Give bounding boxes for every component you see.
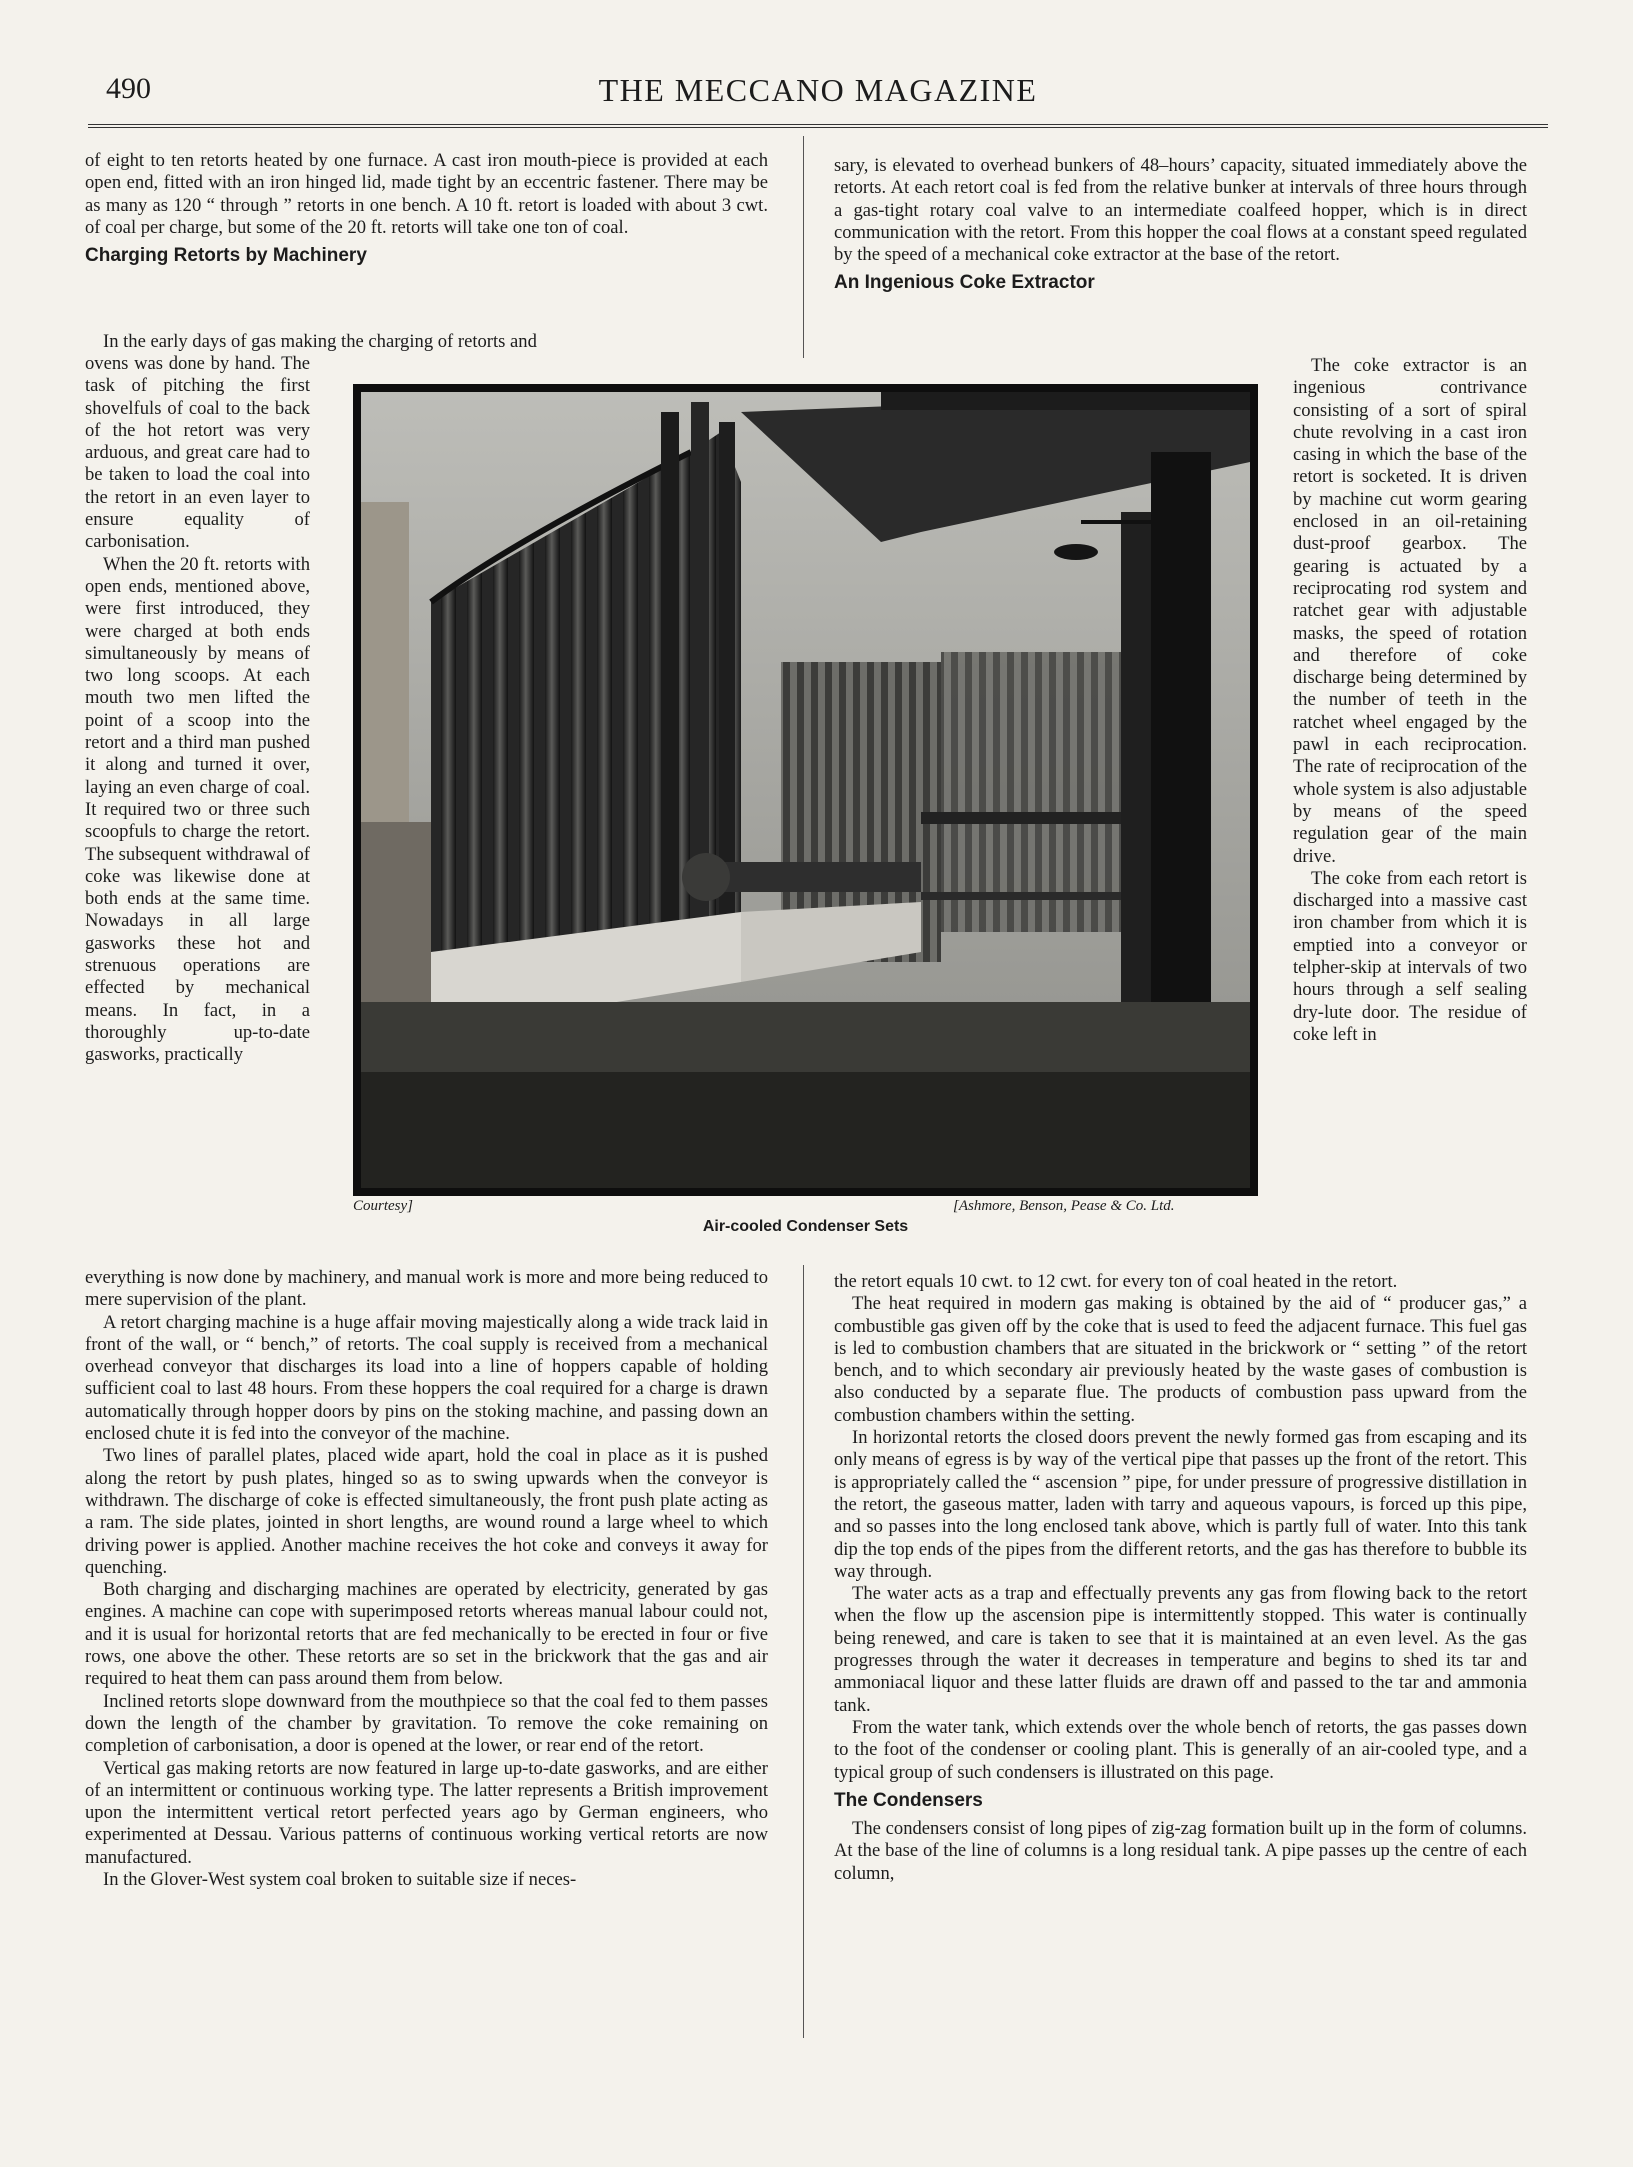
paragraph: Two lines of parallel plates, placed wide apart, hold the coal in place as it is pushed along the retort by push plates, hinged so as to swing upwards when the conveyor is withdrawn. The discharge of coke is effected simultaneously, the front push plate acting as a ram. The side plates, jointed in short lengths, are wound round a large wheel to which driving power is applied. Another machine receives the hot coke and conveys it away for quenching. — [85, 1445, 768, 1578]
section-heading-condensers: The Condensers — [834, 1789, 983, 1811]
section-heading-charging-retorts: Charging Retorts by Machinery — [85, 245, 367, 267]
left-column-bottom — [85, 1267, 768, 1891]
paragraph: When the 20 ft. retorts with open ends, mentioned above, were first introduced, they were charged at both ends simultaneously by means of two long scoops. At each mouth two men lifted the point of a scoop into the retort and a third man pushed it along and turned it over, laying an even charge of coal. It required two or three such scoopfuls to charge the retort. The subsequent withdrawal of coke was likewise done at both ends at the same time. Nowadays in all large gasworks these hot and strenuous operations are effected by mechanical means. In fact, in a thoroughly up-to-date gasworks, practically — [85, 553, 310, 1066]
paragraph: Inclined retorts slope downward from the mouthpiece so that the coal fed to them passes down the length of the chamber by gravitation. To remove the coke remaining on completion of carbonisation, a door is opened at the lower, or rear end of the retort. — [85, 1690, 768, 1757]
left-column-top — [85, 150, 768, 273]
left-intro-line — [85, 331, 768, 353]
paragraph: From the water tank, which extends over the whole bench of retorts, the gas passes down to the foot of the condenser or cooling plant. This is generally of an air-cooled type, and a typical group of such condensers is illustrated on this page. — [834, 1716, 1527, 1783]
right-narrow-column — [1293, 355, 1527, 1046]
page-number: 490 — [106, 72, 151, 105]
paragraph: ovens was done by hand. The task of pitching the first shovelfuls of coal to the back of the hot retort was very arduous, and great care had to be taken to load the coal into the retort in an even layer to ensure equality of carbonisation. — [85, 353, 310, 553]
paragraph: In the Glover-West system coal broken to suitable size if neces- — [103, 1869, 577, 1891]
paragraph: In the early days of gas making the charging of retorts and — [103, 331, 537, 352]
paragraph: The water acts as a trap and effectually prevents any gas from flowing back to the retort when the flow up the ascension pipe is intermittently stopped. This water is continually being renewed, and care is taken to see that it is maintained at an even level. As the gas progresses through the water it decreases in temperature and begins to shed its tar and ammoniacal liquor and these latter fluids are drawn off and passed to the tar and ammonia tank. — [834, 1583, 1527, 1716]
paragraph: A retort charging machine is a huge affair moving majestically along a wide track laid in front of the wall, or “ bench,” of retorts. The coal supply is received from a mechanical overhead conveyor that discharges its load into a line of hoppers capable of holding sufficient coal to last 48 hours. From these hoppers the coal required for a charge is drawn automatically through hopper doors by pins on the stoking machine, and passing down an enclosed chute it is fed into the conveyor of the machine. — [85, 1311, 768, 1445]
column-divider-top — [803, 136, 804, 358]
paragraph: everything is now done by machinery, and manual work is more and more being reduced to mere supervision of the plant. — [85, 1267, 768, 1311]
photo-caption: Air-cooled Condenser Sets — [702, 1218, 909, 1235]
paragraph: of eight to ten retorts heated by one furnace. A cast iron mouth-piece is provided at each open end, fitted with an iron hinged lid, made tight by an eccentric fastener. There may be as many as 120 “ through ” retorts in one bench. A 10 ft. retort is loaded with about 3 cwt. of coal per charge, but some of the 20 ft. retorts will take one ton of coal. — [85, 150, 768, 238]
paragraph: the retort equals 10 cwt. to 12 cwt. for every ton of coal heated in the retort. — [834, 1271, 1398, 1292]
right-column-top — [834, 155, 1527, 301]
paragraph: In horizontal retorts the closed doors prevent the newly formed gas from escaping and its only means of egress is by way of the vertical pipe that passes up the front of the retort. This is appropriately called the “ ascension ” pipe, for under pressure of progressive distillation in the retort, the gaseous matter, laden with tarry and aqueous vapours, is forced up this pipe, and so passes into the long enclosed tank above, which is partly full of water. Into this tank dip the top ends of the pipes from the different retorts, and the gas has therefore to bubble its way through. — [834, 1427, 1527, 1582]
paragraph: The condensers consist of long pipes of zig-zag formation built up in the form of columns. At the base of the line of columns is a long residual tank. A pipe passes up the centre of each column, — [834, 1818, 1527, 1884]
left-narrow-column — [85, 353, 310, 1067]
header-rule — [88, 124, 1548, 128]
section-heading-coke-extractor: An Ingenious Coke Extractor — [834, 272, 1095, 294]
paragraph: The coke extractor is an ingenious contrivance consisting of a sort of spiral chute revolving in a cast iron casing in which the base of the retort is socketed. It is driven by machine cut worm gearing enclosed in an oil-retaining dust-proof gearbox. The gearing is actuated by a reciprocating rod system and ratchet gear with adjustable masks, the speed of rotation and therefore of coke discharge being determined by the number of teeth in the ratchet wheel engaged by the pawl in each reciprocation. The rate of reciprocation of the whole system is also adjustable by means of the speed regulation gear of the main drive. — [1293, 355, 1527, 867]
column-divider-bottom — [803, 1265, 804, 2038]
paragraph: The coke from each retort is discharged into a massive cast iron chamber from which it is emptied into a conveyor or telpher-skip at intervals of two hours through a self sealing dry-lute door. The residue of coke left in — [1293, 867, 1527, 1045]
page-header — [88, 72, 1548, 116]
photo-credit-right: [Ashmore, Benson, Pease & Co. Ltd. — [953, 1198, 1175, 1214]
photo-credit-left: Courtesy] — [353, 1198, 413, 1214]
paragraph: Both charging and discharging machines are operated by electricity, generated by gas engines. A machine can cope with superimposed retorts whereas manual labour could not, and it is usual for horizontal retorts that are fed mechanically to be erected in four or five rows, one above the other. These retorts are so set in the brickwork that the gas and air required to heat them can pass around them from below. — [85, 1579, 768, 1690]
right-column-bottom — [834, 1271, 1527, 1885]
magazine-title: THE MECCANO MAGAZINE — [598, 72, 1038, 108]
photo-area — [361, 392, 1250, 1188]
condenser-photograph — [353, 384, 1258, 1196]
paragraph: sary, is elevated to overhead bunkers of 48–hours’ capacity, situated immediately above the retorts. At each retort coal is fed from the relative bunker at intervals of three hours through a gas-tight rotary coal valve to an intermediate coalfeed hopper, which is in direct communication with the retort. From this hopper the coal flows at a constant speed regulated by the speed of a mechanical coke extractor at the base of the retort. — [834, 155, 1527, 266]
paragraph: Vertical gas making retorts are now featured in large up-to-date gasworks, and are either of an intermittent or continuous working type. The latter represents a British improvement upon the intermittent vertical retort perfected years ago by German engineers, who experimented at Dessau. Various patterns of continuous working vertical retorts are now manufactured. — [85, 1757, 768, 1868]
paragraph: The heat required in modern gas making is obtained by the aid of “ producer gas,” a combustible gas given off by the coke that is used to feed the adjacent furnace. This fuel gas is led to combustion chambers that are situated in the brickwork or “ setting ” of the retort bench, and to which secondary air previously heated by the waste gases of combustion is also conducted by a separate flue. The products of combustion pass upward from the combustion chambers within the setting. — [834, 1293, 1527, 1426]
condenser-illustration — [361, 392, 1250, 1188]
